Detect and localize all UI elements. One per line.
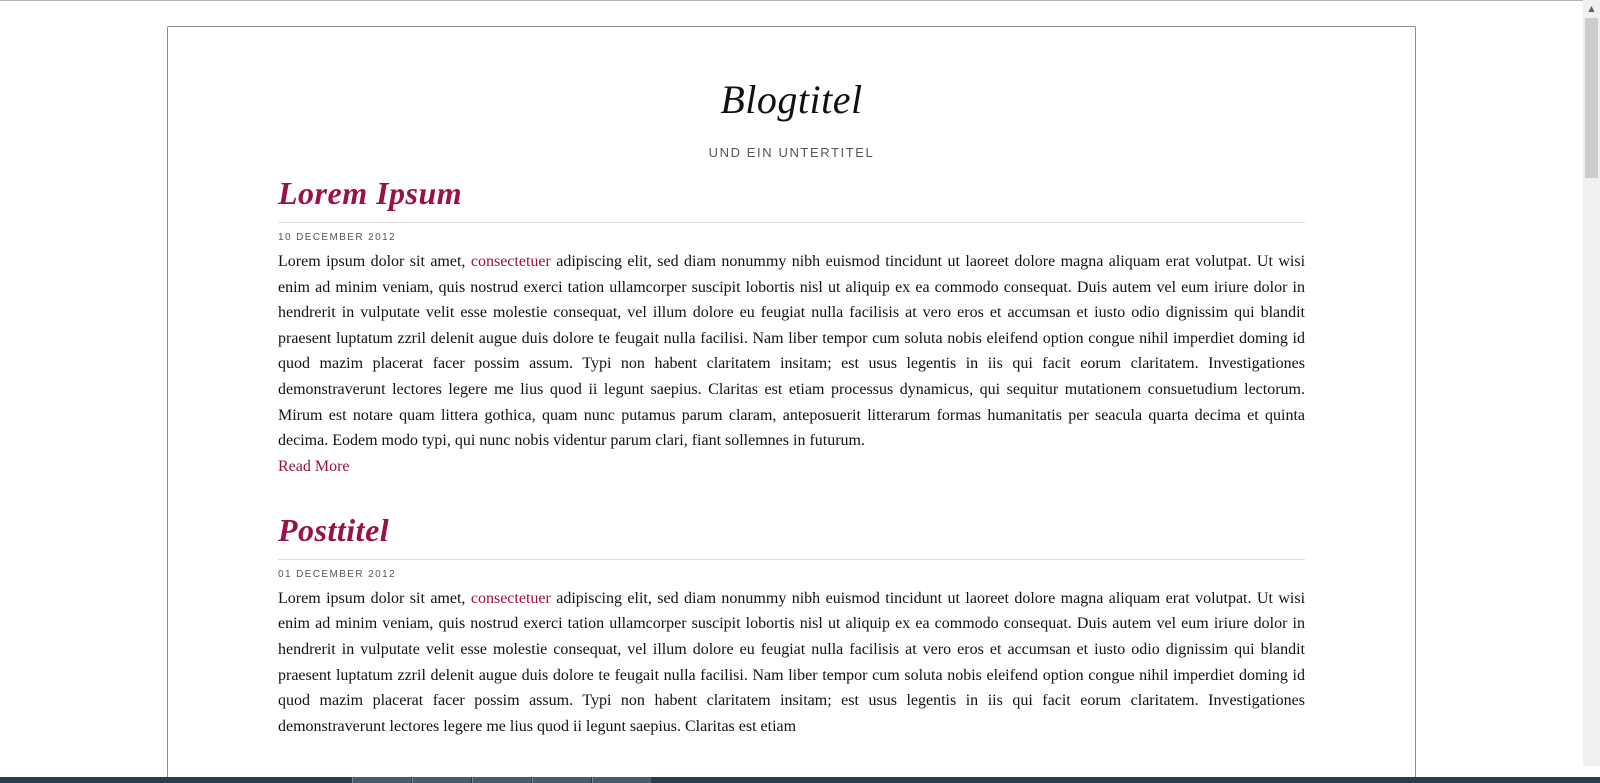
- post-text-before-link: Lorem ipsum dolor sit amet,: [278, 589, 471, 607]
- taskbar-button[interactable]: [412, 777, 471, 783]
- taskbar-button[interactable]: [472, 777, 531, 783]
- inline-link[interactable]: consectetuer: [470, 589, 551, 607]
- post-title-link[interactable]: Posttitel: [278, 510, 1305, 560]
- taskbar-button[interactable]: [532, 777, 591, 783]
- post-posttitel: [278, 510, 1305, 740]
- taskbar-button[interactable]: [592, 777, 651, 783]
- post-text-after-link: adipiscing elit, sed diam nonummy nibh euismod tincidunt ut laoreet dolore magna aliquam erat volutpat. Ut wisi enim ad minim veniam, quis nostrud exerci tation ullamcorper suscipit lobortis nisl ut aliquip ex ea commodo consequat. Duis autem vel eum iriure dolor in hendrerit in vulputate velit esse molestie consequat, vel illum dolore eu feugiat nulla facilisis at vero eros et accumsan et iusto odio dignissim qui blandit praesent luptatum zzril delenit augue duis dolore te feugait nulla facilisi. Nam liber tempor cum soluta nobis eleifend option congue nihil imperdiet doming id quod mazim placerat facer possim assum. Typi non habent claritatem insitam; est usus legentis in iis qui facit eorum claritatem. Investigationes demonstraverunt lectores legere me lius quod ii legunt saepius. Claritas est etiam: [278, 589, 1306, 735]
- scroll-up-arrow-icon[interactable]: ▲: [1583, 0, 1600, 17]
- post-excerpt: [278, 586, 1305, 740]
- taskbar-button[interactable]: [352, 777, 411, 783]
- post-excerpt: [278, 249, 1305, 454]
- post-text-after-link: adipiscing elit, sed diam nonummy nibh euismod tincidunt ut laoreet dolore magna aliquam erat volutpat. Ut wisi enim ad minim veniam, quis nostrud exerci tation ullamcorper suscipit lobortis nisl ut aliquip ex ea commodo consequat. Duis autem vel eum iriure dolor in hendrerit in vulputate velit esse molestie consequat, vel illum dolore eu feugiat nulla facilisis at vero eros et accumsan et iusto odio dignissim qui blandit praesent luptatum zzril delenit augue duis dolore te feugait nulla facilisi. Nam liber tempor cum soluta nobis eleifend option congue nihil imperdiet doming id quod mazim placerat facer possim assum. Typi non habent claritatem insitam; est usus legentis in iis qui facit eorum claritatem. Investigationes demonstraverunt lectores legere me lius quod ii legunt saepius. Claritas est etiam processus dynamicus, qui sequitur mutationem consuetudium lectorum. Mirum est notare quam littera gothica, quam nunc putamus parum claram, anteposuerit litterarum formas humanitatis per seacula quarta decima et quinta decima. Eodem modo typi, qui nunc nobis videntur parum clari, fiant sollemnes in futurum.: [278, 253, 1306, 450]
- post-date: 01 DECEMBER 2012: [278, 568, 397, 580]
- blog-content: [278, 27, 1305, 739]
- post-date: 10 DECEMBER 2012: [278, 232, 397, 243]
- post-text-before-link: Lorem ipsum dolor sit amet,: [278, 253, 471, 270]
- taskbar: [0, 777, 1600, 783]
- read-more-link[interactable]: Read More: [278, 457, 350, 475]
- post-title-link[interactable]: Lorem Ipsum: [278, 173, 1305, 223]
- blog-subtitle: UND EIN UNTERTITEL: [708, 145, 875, 160]
- scrollbar-thumb[interactable]: [1585, 18, 1598, 178]
- inline-link[interactable]: consectetuer: [470, 253, 551, 270]
- window-top-border: [0, 0, 1600, 1]
- blog-page-card: [167, 26, 1416, 783]
- post-lorem-ipsum: [278, 173, 1305, 479]
- blog-title[interactable]: Blogtitel: [720, 77, 863, 122]
